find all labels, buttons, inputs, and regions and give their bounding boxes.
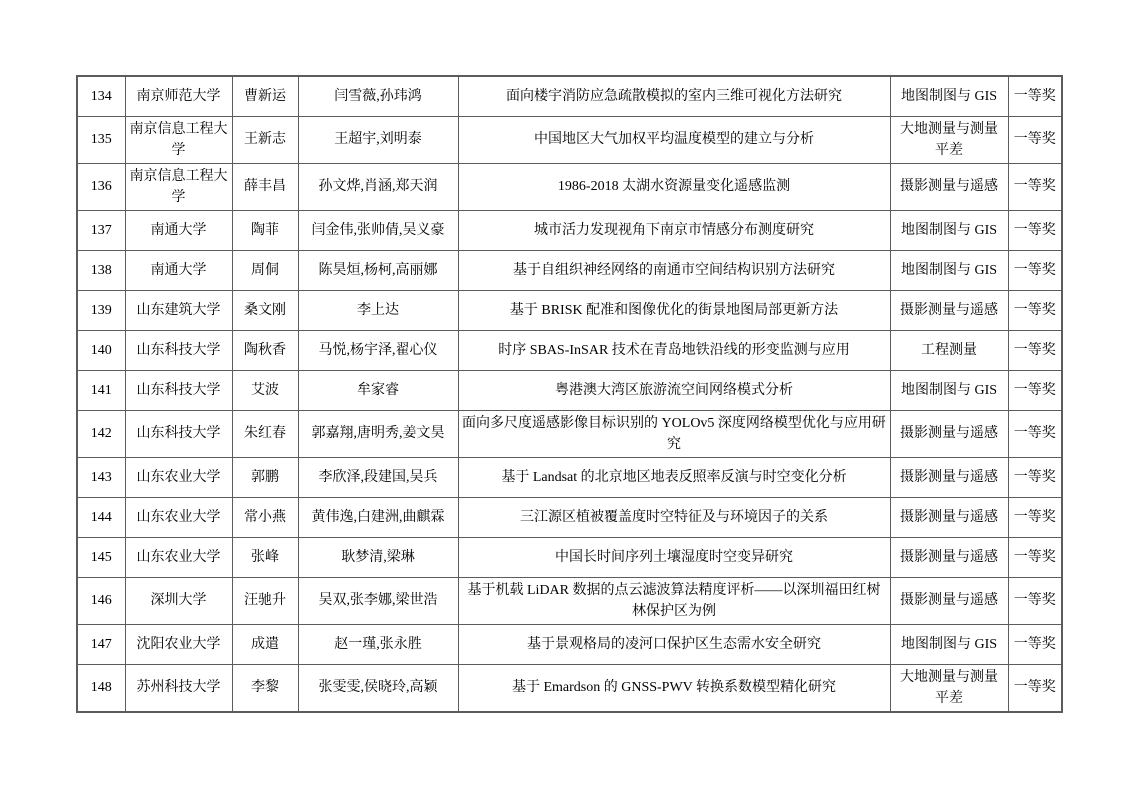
cell-project-title: 中国地区大气加权平均温度模型的建立与分析 (458, 116, 890, 163)
cell-leader: 张峰 (232, 537, 298, 577)
cell-project-title: 面向多尺度遥感影像目标识别的 YOLOv5 深度网络模型优化与应用研究 (458, 410, 890, 457)
cell-leader: 周侗 (232, 250, 298, 290)
cell-award: 一等奖 (1008, 370, 1062, 410)
cell-university: 山东农业大学 (125, 497, 232, 537)
cell-index: 142 (77, 410, 125, 457)
cell-project-title: 基于 BRISK 配准和图像优化的街景地图局部更新方法 (458, 290, 890, 330)
cell-index: 144 (77, 497, 125, 537)
cell-award: 一等奖 (1008, 537, 1062, 577)
cell-award: 一等奖 (1008, 664, 1062, 712)
cell-members: 闫雪薇,孙玮鸿 (298, 76, 458, 116)
cell-category: 地图制图与 GIS (890, 210, 1008, 250)
cell-members: 孙文烨,肖涵,郑天润 (298, 163, 458, 210)
cell-project-title: 基于机载 LiDAR 数据的点云滤波算法精度评析——以深圳福田红树林保护区为例 (458, 577, 890, 624)
cell-university: 沈阳农业大学 (125, 624, 232, 664)
table-row (77, 457, 1062, 497)
cell-members: 吴双,张李娜,梁世浩 (298, 577, 458, 624)
cell-university: 南京信息工程大学 (125, 163, 232, 210)
cell-index: 147 (77, 624, 125, 664)
cell-leader: 常小燕 (232, 497, 298, 537)
cell-members: 黄伟逸,白建洲,曲麒霖 (298, 497, 458, 537)
cell-index: 136 (77, 163, 125, 210)
cell-project-title: 面向楼宇消防应急疏散模拟的室内三维可视化方法研究 (458, 76, 890, 116)
cell-university: 深圳大学 (125, 577, 232, 624)
cell-category: 摄影测量与遥感 (890, 497, 1008, 537)
cell-members: 王超宇,刘明泰 (298, 116, 458, 163)
cell-university: 苏州科技大学 (125, 664, 232, 712)
cell-category: 摄影测量与遥感 (890, 577, 1008, 624)
cell-award: 一等奖 (1008, 116, 1062, 163)
cell-index: 145 (77, 537, 125, 577)
table-row (77, 624, 1062, 664)
cell-award: 一等奖 (1008, 497, 1062, 537)
cell-project-title: 城市活力发现视角下南京市情感分布测度研究 (458, 210, 890, 250)
cell-leader: 桑文刚 (232, 290, 298, 330)
cell-leader: 陶菲 (232, 210, 298, 250)
cell-leader: 郭鹏 (232, 457, 298, 497)
table-row (77, 116, 1062, 163)
cell-university: 南京信息工程大学 (125, 116, 232, 163)
cell-index: 148 (77, 664, 125, 712)
cell-category: 摄影测量与遥感 (890, 537, 1008, 577)
cell-leader: 成遣 (232, 624, 298, 664)
cell-members: 郭嘉翔,唐明秀,姜文昊 (298, 410, 458, 457)
table-row (77, 664, 1062, 712)
cell-members: 闫金伟,张帅倩,吴义豪 (298, 210, 458, 250)
cell-project-title: 时序 SBAS-InSAR 技术在青岛地铁沿线的形变监测与应用 (458, 330, 890, 370)
cell-project-title: 1986-2018 太湖水资源量变化遥感监测 (458, 163, 890, 210)
cell-university: 山东建筑大学 (125, 290, 232, 330)
cell-university: 南京师范大学 (125, 76, 232, 116)
cell-index: 134 (77, 76, 125, 116)
cell-award: 一等奖 (1008, 330, 1062, 370)
cell-index: 146 (77, 577, 125, 624)
table-row (77, 370, 1062, 410)
cell-project-title: 基于自组织神经网络的南通市空间结构识别方法研究 (458, 250, 890, 290)
cell-category: 工程测量 (890, 330, 1008, 370)
cell-category: 大地测量与测量平差 (890, 116, 1008, 163)
cell-award: 一等奖 (1008, 210, 1062, 250)
cell-members: 陈昊烜,杨柯,高丽娜 (298, 250, 458, 290)
cell-index: 140 (77, 330, 125, 370)
cell-leader: 李黎 (232, 664, 298, 712)
cell-project-title: 粤港澳大湾区旅游流空间网络模式分析 (458, 370, 890, 410)
cell-university: 山东科技大学 (125, 330, 232, 370)
table-row (77, 290, 1062, 330)
cell-award: 一等奖 (1008, 250, 1062, 290)
table-row (77, 76, 1062, 116)
cell-index: 141 (77, 370, 125, 410)
table-row (77, 163, 1062, 210)
cell-leader: 朱红春 (232, 410, 298, 457)
cell-category: 地图制图与 GIS (890, 370, 1008, 410)
cell-award: 一等奖 (1008, 577, 1062, 624)
cell-members: 李欣泽,段建国,吴兵 (298, 457, 458, 497)
cell-index: 138 (77, 250, 125, 290)
cell-members: 李上达 (298, 290, 458, 330)
cell-leader: 薛丰昌 (232, 163, 298, 210)
cell-leader: 艾波 (232, 370, 298, 410)
cell-award: 一等奖 (1008, 290, 1062, 330)
cell-leader: 陶秋香 (232, 330, 298, 370)
cell-category: 地图制图与 GIS (890, 624, 1008, 664)
cell-award: 一等奖 (1008, 76, 1062, 116)
cell-university: 南通大学 (125, 250, 232, 290)
cell-index: 139 (77, 290, 125, 330)
cell-university: 南通大学 (125, 210, 232, 250)
awards-table-body (77, 76, 1062, 712)
cell-university: 山东农业大学 (125, 537, 232, 577)
cell-category: 摄影测量与遥感 (890, 163, 1008, 210)
table-row (77, 330, 1062, 370)
cell-members: 张雯雯,侯晓玲,高颖 (298, 664, 458, 712)
cell-category: 大地测量与测量平差 (890, 664, 1008, 712)
cell-members: 耿梦清,梁琳 (298, 537, 458, 577)
cell-leader: 汪驰升 (232, 577, 298, 624)
cell-members: 赵一瑾,张永胜 (298, 624, 458, 664)
table-row (77, 410, 1062, 457)
cell-category: 摄影测量与遥感 (890, 290, 1008, 330)
table-row (77, 577, 1062, 624)
cell-award: 一等奖 (1008, 410, 1062, 457)
cell-category: 摄影测量与遥感 (890, 410, 1008, 457)
cell-category: 地图制图与 GIS (890, 250, 1008, 290)
cell-project-title: 中国长时间序列土壤湿度时空变异研究 (458, 537, 890, 577)
cell-university: 山东农业大学 (125, 457, 232, 497)
cell-award: 一等奖 (1008, 457, 1062, 497)
cell-project-title: 基于 Emardson 的 GNSS-PWV 转换系数模型精化研究 (458, 664, 890, 712)
cell-index: 135 (77, 116, 125, 163)
cell-category: 地图制图与 GIS (890, 76, 1008, 116)
cell-project-title: 基于景观格局的凌河口保护区生态需水安全研究 (458, 624, 890, 664)
cell-award: 一等奖 (1008, 163, 1062, 210)
cell-leader: 曹新运 (232, 76, 298, 116)
cell-award: 一等奖 (1008, 624, 1062, 664)
cell-members: 牟家睿 (298, 370, 458, 410)
cell-leader: 王新志 (232, 116, 298, 163)
cell-university: 山东科技大学 (125, 370, 232, 410)
cell-index: 143 (77, 457, 125, 497)
table-row (77, 210, 1062, 250)
cell-members: 马悦,杨宇泽,翟心仪 (298, 330, 458, 370)
cell-university: 山东科技大学 (125, 410, 232, 457)
cell-project-title: 基于 Landsat 的北京地区地表反照率反演与时空变化分析 (458, 457, 890, 497)
table-row (77, 537, 1062, 577)
cell-index: 137 (77, 210, 125, 250)
cell-project-title: 三江源区植被覆盖度时空特征及与环境因子的关系 (458, 497, 890, 537)
cell-category: 摄影测量与遥感 (890, 457, 1008, 497)
table-row (77, 497, 1062, 537)
awards-table (76, 75, 1063, 713)
table-row (77, 250, 1062, 290)
